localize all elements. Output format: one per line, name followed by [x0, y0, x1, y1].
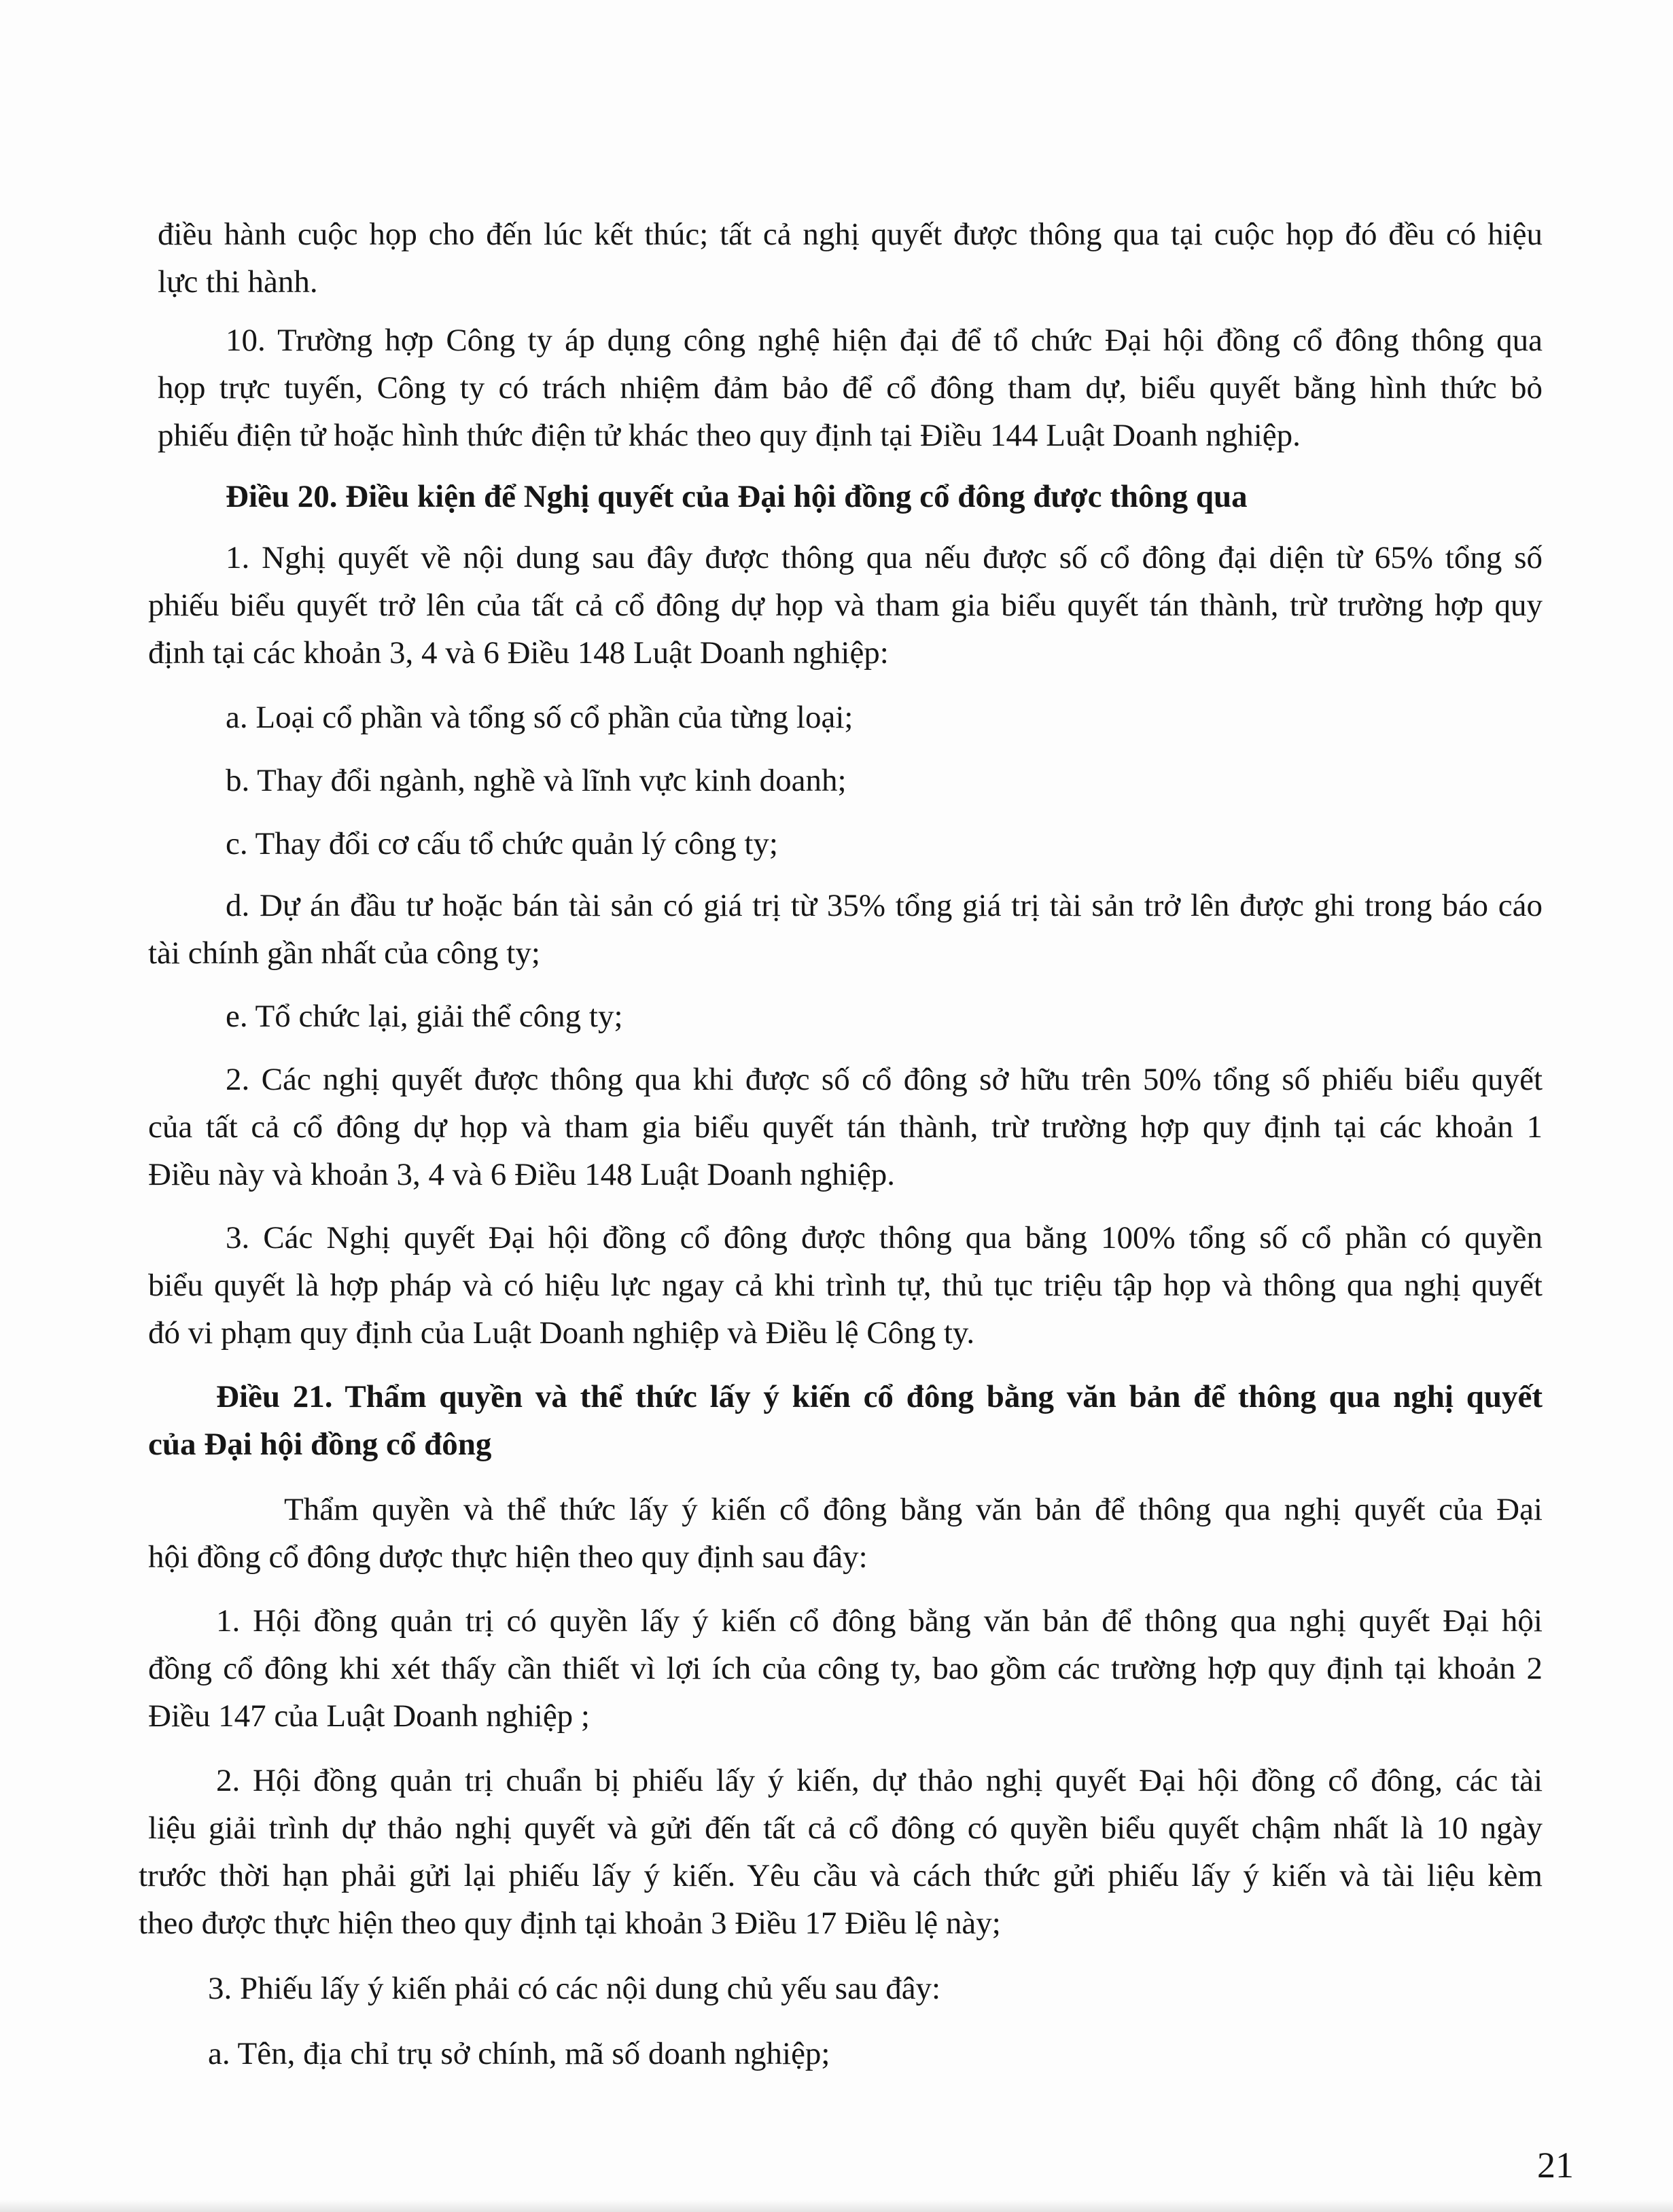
scan-edge [0, 2200, 1673, 2212]
list-item-a: a. Loại cổ phần và tổng số cổ phần của từng loại; [226, 700, 853, 735]
body-line: họp trực tuyến, Công ty có trách nhiệm đảm bảo để cổ đông tham dự, biểu quyết bằng hình thức bỏ [158, 370, 1543, 406]
body-line: 1. Hội đồng quản trị có quyền lấy ý kiến cổ đông bằng văn bản để thông qua nghị quyết Đại hội [216, 1603, 1543, 1639]
body-line: hội đồng cổ đông dược thực hiện theo quy định sau đây: [148, 1539, 868, 1575]
list-item-a: a. Tên, địa chỉ trụ sở chính, mã số doanh nghiệp; [208, 2036, 830, 2071]
body-line: điều hành cuộc họp cho đến lúc kết thúc; tất cả nghị quyết được thông qua tại cuộc họp đó đều có hiệu [158, 217, 1543, 252]
body-line: 3. Các Nghị quyết Đại hội đồng cổ đông được thông qua bằng 100% tổng số cổ phần có quyền [226, 1220, 1543, 1255]
body-line: Điều 147 của Luật Doanh nghiệp ; [148, 1698, 590, 1734]
list-item-c: c. Thay đổi cơ cấu tổ chức quản lý công ty; [226, 826, 778, 861]
list-item-d: d. Dự án đầu tư hoặc bán tài sản có giá trị từ 35% tổng giá trị tài sản trở lên được ghi trong báo cáo [226, 888, 1543, 923]
body-line: lực thi hành. [158, 264, 318, 300]
body-line: tài chính gần nhất của công ty; [148, 935, 540, 971]
body-line: liệu giải trình dự thảo nghị quyết và gửi đến tất cả cổ đông có quyền biểu quyết chậm nhất là 10 ngày [148, 1810, 1543, 1846]
body-line: đó vi phạm quy định của Luật Doanh nghiệp và Điều lệ Công ty. [148, 1315, 975, 1351]
body-line: định tại các khoản 3, 4 và 6 Điều 148 Luật Doanh nghiệp: [148, 635, 889, 671]
body-line: trước thời hạn phải gửi lại phiếu lấy ý kiến. Yêu cầu và cách thức gửi phiếu lấy ý kiến và tài liệu kèm [139, 1858, 1543, 1893]
body-line: theo được thực hiện theo quy định tại khoản 3 Điều 17 Điều lệ này; [139, 1906, 1001, 1941]
article-20-heading: Điều 20. Điều kiện để Nghị quyết của Đại hội đồng cổ đông được thông qua [226, 479, 1248, 514]
body-line: biểu quyết là hợp pháp và có hiệu lực ngay cả khi trình tự, thủ tục triệu tập họp và thông qua nghị quyết [148, 1268, 1543, 1303]
page-number: 21 [1537, 2145, 1574, 2186]
body-line: 3. Phiếu lấy ý kiến phải có các nội dung chủ yếu sau đây: [208, 1971, 941, 2006]
list-item-e: e. Tổ chức lại, giải thể công ty; [226, 999, 623, 1034]
body-line: của tất cả cổ đông dự họp và tham gia biểu quyết tán thành, trừ trường hợp quy định tại các khoản 1 [148, 1109, 1543, 1145]
body-line: 10. Trường hợp Công ty áp dụng công nghệ hiện đại để tổ chức Đại hội đồng cổ đông thông qua [226, 323, 1543, 358]
article-21-heading: Điều 21. Thẩm quyền và thể thức lấy ý kiến cổ đông bằng văn bản để thông qua nghị quyết [216, 1379, 1543, 1414]
body-line: Điều này và khoản 3, 4 và 6 Điều 148 Luật Doanh nghiệp. [148, 1157, 896, 1192]
list-item-b: b. Thay đổi ngành, nghề và lĩnh vực kinh doanh; [226, 763, 847, 798]
body-line: đồng cổ đông khi xét thấy cần thiết vì lợi ích của công ty, bao gồm các trường hợp quy định tại khoản 2 [148, 1651, 1543, 1686]
body-line: 2. Hội đồng quản trị chuẩn bị phiếu lấy ý kiến, dự thảo nghị quyết Đại hội đồng cổ đông, các tài [216, 1763, 1543, 1798]
article-21-heading-cont: của Đại hội đồng cổ đông [148, 1427, 492, 1462]
body-line: phiếu biểu quyết trở lên của tất cả cổ đông dự họp và tham gia biểu quyết tán thành, trừ trường hợp quy [148, 588, 1543, 623]
body-line: phiếu điện tử hoặc hình thức điện tử khác theo quy định tại Điều 144 Luật Doanh nghiệp. [158, 418, 1301, 453]
body-line: 1. Nghị quyết về nội dung sau đây được thông qua nếu được số cổ đông đại diện từ 65% tổng số [226, 540, 1543, 575]
body-line: Thẩm quyền và thể thức lấy ý kiến cổ đông bằng văn bản để thông qua nghị quyết của Đại [284, 1492, 1543, 1527]
body-line: 2. Các nghị quyết được thông qua khi được số cổ đông sở hữu trên 50% tổng số phiếu biểu quyết [226, 1062, 1543, 1097]
